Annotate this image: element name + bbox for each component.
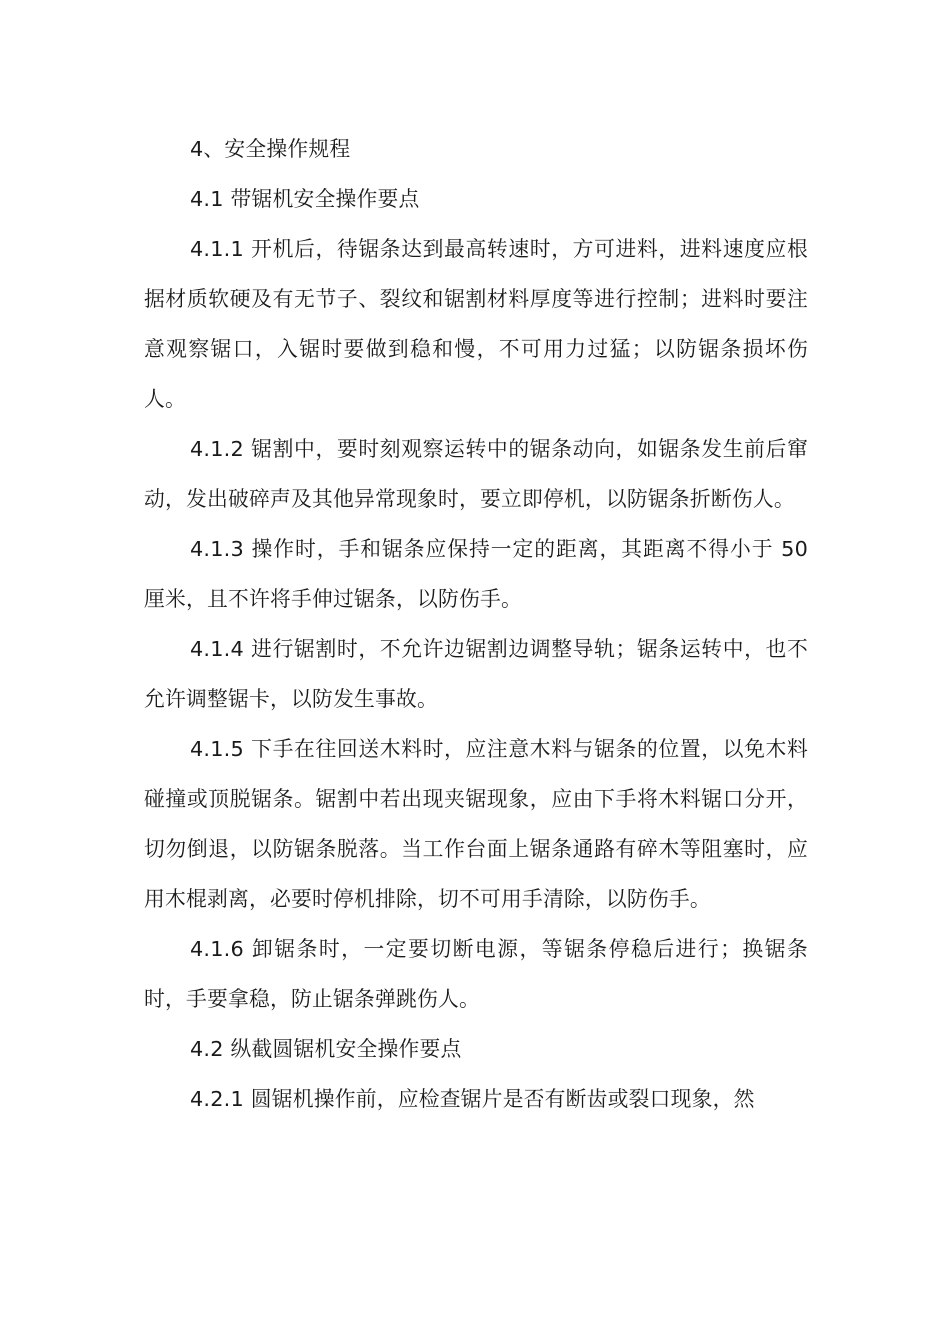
paragraph-4-1-4: 4.1.4 进行锯割时，不允许边锯割边调整导轨；锯条运转中，也不允许调整锯卡，以防发生事故。 [144,637,808,711]
paragraph-4-2-1: 4.2.1 圆锯机操作前，应检查锯片是否有断齿或裂口现象，然 [190,1087,755,1111]
paragraph-4-1-5: 4.1.5 下手在往回送木料时，应注意木料与锯条的位置，以免木料碰撞或顶脱锯条。锯割中若出现夹锯现象，应由下手将木料锯口分开，切勿倒退，以防锯条脱落。当工作台面上锯条通路有碎木等阻塞时，应用木棍剥离，必要时停机排除，切不可用手清除，以防伤手。 [144,737,808,911]
subsection-heading: 4.2 纵截圆锯机安全操作要点 [190,1037,462,1061]
document-body [144,124,808,1124]
paragraph-4-1-6: 4.1.6 卸锯条时，一定要切断电源，等锯条停稳后进行；换锯条时，手要拿稳，防止锯条弹跳伤人。 [144,937,808,1011]
subsection-heading: 4.1 带锯机安全操作要点 [190,187,420,211]
paragraph-4-1-3: 4.1.3 操作时，手和锯条应保持一定的距离，其距离不得小于 50 厘米，且不许将手伸过锯条，以防伤手。 [144,537,808,611]
section-heading: 4、安全操作规程 [190,137,351,161]
paragraph-4-1-1: 4.1.1 开机后，待锯条达到最高转速时，方可进料，进料速度应根据材质软硬及有无节子、裂纹和锯割材料厚度等进行控制；进料时要注意观察锯口，入锯时要做到稳和慢，不可用力过猛；以防锯条损坏伤人。 [144,237,808,411]
paragraph-4-1-2: 4.1.2 锯割中，要时刻观察运转中的锯条动向，如锯条发生前后窜动，发出破碎声及其他异常现象时，要立即停机，以防锯条折断伤人。 [144,437,808,511]
